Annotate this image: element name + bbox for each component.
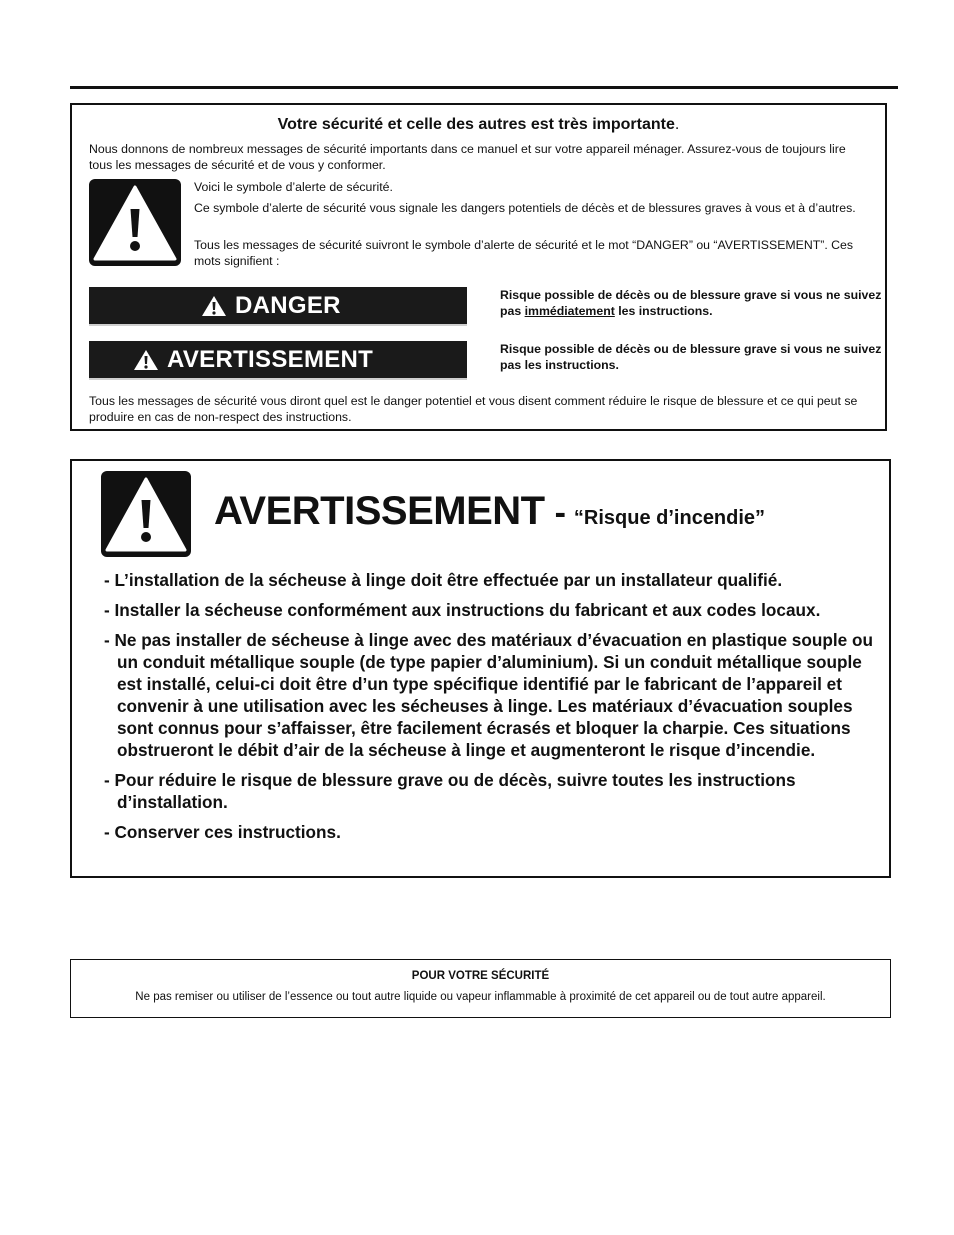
warning-item: - Ne pas installer de sécheuse à linge avec des matériaux d’évacuation en plastique souple ou un conduit métallique souple (de type papier d’aluminium). Si un conduit métallique souple est installé, celui-ci doit être d’un type spécifique identifié par le fabricant de l’appareil et convenir à une utilisation avec les sécheuses à linge. Les matériaux d’évacuation souples sont connus pour s’affaisser, être facilement écrasés et bloquer la charpie. Ces situations obstrueront le débit d’air de la sécheuse à linge et augmenteront le risque d’incendie. (104, 630, 873, 760)
warning-item: - L’installation de la sécheuse à linge doit être effectuée par un installateur qualifié. (104, 570, 783, 590)
safety-intro-text: Nous donnons de nombreux messages de sécurité importants dans ce manuel et sur votre appareil ménager. Assurez-vous de toujours lire tous les messages de sécurité et de vous y conformer. (89, 142, 846, 172)
warning-item: - Installer la sécheuse conformément aux instructions du fabricant et aux codes locaux. (104, 600, 821, 620)
fire-warning-list (104, 569, 879, 851)
safety-footer-text: Tous les messages de sécurité vous diront quel est le danger potentiel et vous disent comment réduire le risque de blessure et ce qui peut se produire en cas de non-respect des instructions. (89, 394, 858, 424)
warning-subtitle: “Risque d’incendie” (573, 507, 766, 529)
symbol-line-1: Voici le symbole d’alerte de sécurité. (194, 180, 393, 194)
safety-info-box (70, 103, 887, 431)
danger-label: DANGER (235, 291, 341, 319)
danger-alert-icon (201, 295, 227, 317)
safety-note-title: POUR VOTRE SÉCURITÉ (411, 970, 550, 982)
safety-note-box (70, 959, 891, 1018)
warning-title: AVERTISSEMENT (214, 489, 545, 533)
fire-warning-box (70, 459, 891, 878)
warning-title-dash: - (554, 494, 566, 532)
warning-banner (89, 341, 467, 378)
warning-description: Risque possible de décès ou de blessure grave si vous ne suivez pas les instructions. (500, 342, 882, 372)
safety-alert-icon (89, 179, 181, 266)
danger-banner (89, 287, 467, 324)
warning-label: AVERTISSEMENT (167, 345, 374, 373)
warning-alert-icon-large (101, 471, 191, 557)
top-rule (70, 86, 898, 89)
safety-note-text: Ne pas remiser ou utiliser de l’essence ou tout autre liquide ou vapeur inflammable à proximité de cet appareil ou de tout autre appareil. (135, 991, 826, 1003)
fire-warning-heading (214, 489, 765, 534)
warning-alert-icon (133, 349, 159, 371)
symbol-line-3: Tous les messages de sécurité suivront le symbole d’alerte de sécurité et le mot “DANGER” ou “AVERTISSEMENT”. Ces mots signifient : (194, 238, 854, 268)
danger-description: Risque possible de décès ou de blessure grave si vous ne suivez pas immédiatement les instructions. (500, 288, 882, 318)
warning-item: - Pour réduire le risque de blessure grave ou de décès, suivre toutes les instructions d’installation. (104, 770, 796, 812)
safety-box-title: Votre sécurité et celle des autres est très importante. (277, 116, 680, 133)
warning-item: - Conserver ces instructions. (104, 822, 341, 842)
symbol-line-2: Ce symbole d’alerte de sécurité vous signale les dangers potentiels de décès et de blessures graves à vous et à d’autres. (194, 201, 856, 215)
